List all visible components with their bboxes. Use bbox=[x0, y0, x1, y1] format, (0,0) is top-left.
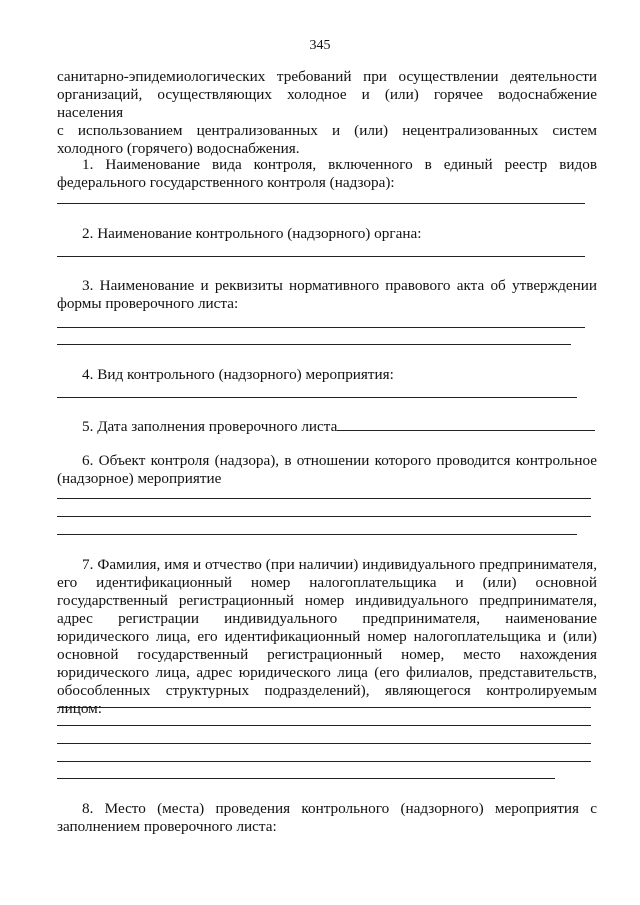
item-6-label bbox=[57, 452, 597, 488]
text-line: 1. Наименование вида контроля, включенного в единый реестр видов bbox=[82, 156, 597, 173]
text-line: организаций, осуществляющих холодное и (или) горячее водоснабжение населения bbox=[57, 86, 597, 121]
text-line: обособленных структурных подразделений), являющегося контролируемым лицом: bbox=[57, 682, 597, 717]
item-4-fill-line[interactable] bbox=[57, 397, 577, 398]
item-1-label bbox=[57, 156, 597, 192]
item-7-fill-line[interactable] bbox=[57, 761, 591, 762]
item-7-fill-line[interactable] bbox=[57, 778, 555, 779]
item-4-label bbox=[57, 366, 597, 384]
text-line: юридического лица, адрес юридического лица (его филиалов, представительств, bbox=[57, 664, 597, 681]
item-7-fill-line[interactable] bbox=[57, 707, 591, 708]
text-line: основной государственный регистрационный номер, место нахождения bbox=[57, 646, 597, 663]
text-line: с использованием централизованных и (или) нецентрализованных систем bbox=[57, 122, 597, 139]
text-line: формы проверочного листа: bbox=[57, 295, 239, 312]
text-line: государственный регистрационный номер индивидуального предпринимателя, bbox=[57, 592, 597, 609]
text-line: юридического лица, его идентификационный номер налогоплательщика и (или) bbox=[57, 628, 597, 645]
item-5-label bbox=[57, 416, 597, 436]
item-7-fill-line[interactable] bbox=[57, 743, 591, 744]
item-3-label bbox=[57, 277, 597, 313]
page-number: 345 bbox=[309, 38, 331, 53]
text-line: (надзорное) мероприятие bbox=[57, 470, 222, 487]
item-2-label bbox=[57, 225, 597, 243]
text-line: федерального государственного контроля (надзора): bbox=[57, 174, 395, 191]
text-line: его идентификационный номер налогоплательщика и (или) основной bbox=[57, 574, 597, 591]
text-line: 2. Наименование контрольного (надзорного) органа: bbox=[82, 225, 422, 242]
text-line: 4. Вид контрольного (надзорного) мероприятия: bbox=[82, 366, 394, 383]
text-line: холодного (горячего) водоснабжения. bbox=[57, 140, 300, 157]
text-line: 3. Наименование и реквизиты нормативного правового акта об утверждении bbox=[82, 277, 597, 294]
text-line: санитарно-эпидемиологических требований при осуществлении деятельности bbox=[57, 68, 597, 85]
text-line: заполнением проверочного листа: bbox=[57, 818, 277, 835]
item-5-row bbox=[57, 416, 597, 436]
text-line: 5. Дата заполнения проверочного листа bbox=[82, 418, 338, 435]
item-8-label bbox=[57, 800, 597, 836]
item-2-fill-line[interactable] bbox=[57, 256, 585, 257]
intro-paragraph bbox=[57, 68, 597, 158]
text-line: 7. Фамилия, имя и отчество (при наличии) индивидуального предпринимателя, bbox=[82, 556, 597, 573]
text-line: 8. Место (места) проведения контрольного (надзорного) мероприятия с bbox=[82, 800, 597, 817]
text-line: 6. Объект контроля (надзора), в отношении которого проводится контрольное bbox=[82, 452, 597, 469]
item-3-fill-line[interactable] bbox=[57, 327, 585, 328]
item-6-fill-line[interactable] bbox=[57, 516, 591, 517]
item-1-fill-line[interactable] bbox=[57, 203, 585, 204]
item-7-fill-line[interactable] bbox=[57, 725, 591, 726]
date-fill-line[interactable] bbox=[337, 416, 595, 431]
text-line: адрес регистрации индивидуального предпринимателя, наименование bbox=[57, 610, 597, 627]
item-6-fill-line[interactable] bbox=[57, 498, 591, 499]
item-3-fill-line[interactable] bbox=[57, 344, 571, 345]
item-7-label bbox=[57, 556, 597, 718]
item-6-fill-line[interactable] bbox=[57, 534, 577, 535]
